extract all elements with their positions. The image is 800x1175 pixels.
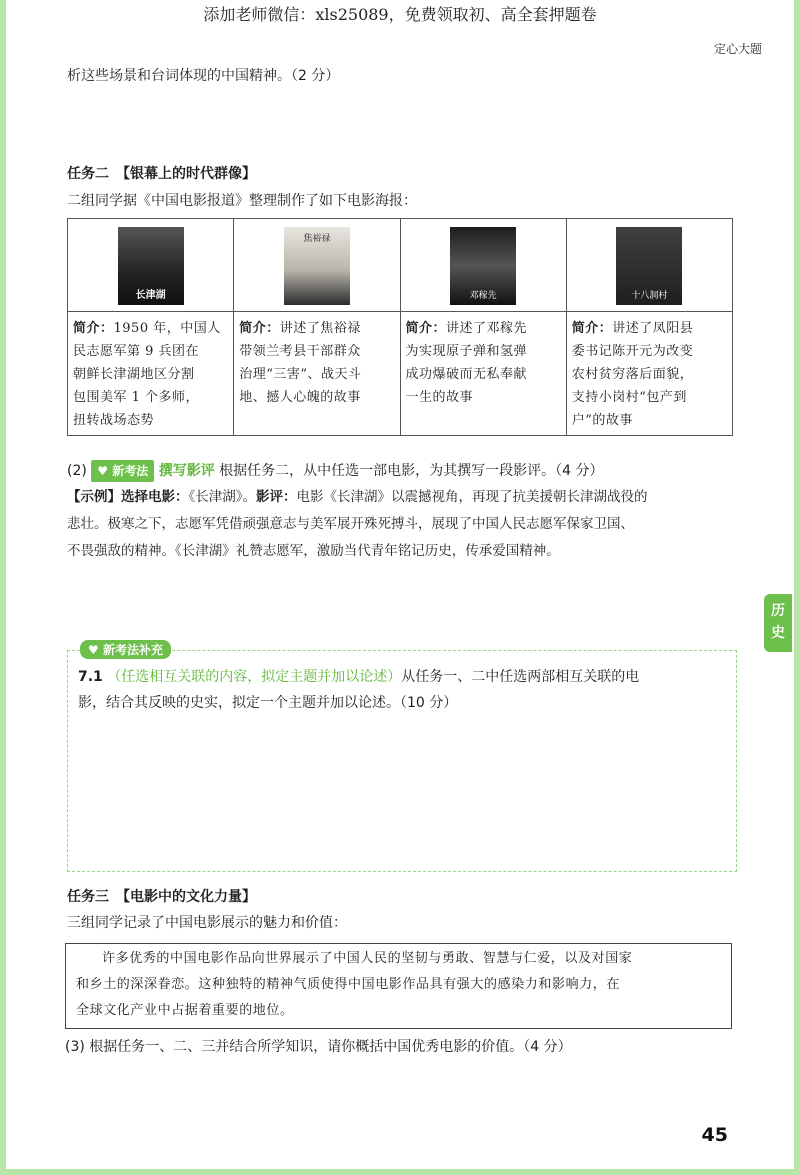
intro-line: 一生的故事 <box>405 390 474 405</box>
intro-line: 农村贫穷落后面貌， <box>571 367 694 382</box>
intro-line: 讲述了邓稼先 <box>446 321 528 336</box>
question-text: 根据任务二，从中任选一部电影，为其撰写一段影评。（4 分） <box>219 463 604 479</box>
supplement-text-1: 从任务一、二中任选两部相互关联的电 <box>401 669 640 685</box>
task2-title: 任务二 【银幕上的时代群像】 <box>67 166 256 182</box>
quote-box <box>65 943 732 1029</box>
poster-intro-1 <box>68 312 234 436</box>
supplement-badge-label: 新考法补充 <box>102 643 163 657</box>
page-number: 45 <box>701 1124 728 1146</box>
intro-line: 地、撼人心魄的故事 <box>239 390 361 405</box>
example-line-3: 不畏强敌的精神。《长津湖》礼赞志愿军，激励当代青年铭记历史，传承爱国精神。 <box>67 543 560 559</box>
intro-line: 包围美军 1 个多师， <box>73 390 200 405</box>
intro-line: 治理“三害”、战天斗 <box>239 367 362 382</box>
intro-label: 简介： <box>405 321 447 336</box>
intro-label: 简介： <box>239 321 280 336</box>
example-line-2: 悲壮。极寒之下，志愿军凭借顽强意志与美军展开殊死搏斗，展现了中国人民志愿军保家卫国、 <box>67 516 634 532</box>
intro-line: 1950 年，中国人 <box>113 321 221 336</box>
poster-cell-2 <box>234 219 400 312</box>
poster-title: 十八洞村 <box>631 291 668 301</box>
task3-title: 任务三 【电影中的文化力量】 <box>67 889 256 905</box>
example-review-start: 电影《长津湖》以震撼视角，再现了抗美援朝长津湖战役的 <box>296 489 648 505</box>
poster-cell-4 <box>566 219 732 312</box>
quote-line: 许多优秀的中国电影作品向世界展示了中国人民的坚韧与勇敢、智慧与仁爱，以及对国家 <box>102 951 633 966</box>
poster-cell-3 <box>400 219 566 312</box>
question-number: (2) <box>67 463 87 479</box>
intro-line: 委书记陈开元为改变 <box>571 344 694 359</box>
poster-cell-1 <box>68 219 234 312</box>
poster-table <box>67 218 733 436</box>
example-movie: 《长津湖》。 <box>188 489 256 505</box>
quote-line: 和乡土的深深眷恋。这种独特的精神气质使得中国电影作品具有强大的感染力和影响力，在 <box>76 977 621 992</box>
poster-shibadongcun <box>616 227 682 305</box>
watermark-text: 添加老师微信：xls25089，免费领取初、高全套押题卷 <box>203 5 597 24</box>
intro-line: 带领兰考县干部群众 <box>239 344 361 359</box>
poster-title: 长津湖 <box>135 290 166 301</box>
poster-jiaoyulu <box>284 227 350 305</box>
side-tab-char: 史 <box>771 625 785 641</box>
poster-title: 邓稼先 <box>469 291 497 301</box>
intro-line: 为实现原子弹和氢弹 <box>405 344 528 359</box>
intro-line: 民志愿军第 9 兵团在 <box>73 344 200 359</box>
new-method-badge: ♥ 新考法 <box>91 460 154 482</box>
question-2 <box>67 460 604 482</box>
method-label: 撰写影评 <box>158 463 215 479</box>
intro-line: 成功爆破而无私奉献 <box>405 367 528 382</box>
question-3: (3) 根据任务一、二、三并结合所学知识，请你概括中国优秀电影的价值。（4 分） <box>65 1039 572 1055</box>
intro-line: 支持小岗村“包产到 <box>571 390 687 405</box>
intro-label: 简介： <box>73 321 114 336</box>
section-tag: 定心大题 <box>713 42 762 56</box>
example-label: 【示例】选择电影： <box>67 489 189 505</box>
supplement-question-line-1 <box>78 667 639 687</box>
supplement-question-line-2: 影，结合其反映的史实，拟定一个主题并加以论述。（10 分） <box>78 695 458 711</box>
poster-intro-2 <box>234 312 400 436</box>
task2-intro: 二组同学据《中国电影报道》整理制作了如下电影海报： <box>67 193 417 209</box>
poster-dengjiaxian <box>450 227 516 305</box>
intro-label: 简介： <box>571 321 613 336</box>
poster-intro-4 <box>566 312 732 436</box>
intro-line: 讲述了焦裕禄 <box>279 321 361 336</box>
intro-line: 扭转战场态势 <box>73 413 155 428</box>
side-tab-char: 历 <box>771 603 785 619</box>
supplement-badge: ♥ 新考法补充 <box>80 640 171 659</box>
intro-line: 户”的故事 <box>571 413 633 428</box>
intro-line: 朝鲜长津湖地区分割 <box>73 367 195 382</box>
task3-intro: 三组同学记录了中国电影展示的魅力和价值： <box>67 915 347 931</box>
poster-changjinhu <box>118 227 184 305</box>
new-method-badge-label: 新考法 <box>112 464 149 478</box>
subject-side-tab <box>764 594 792 652</box>
quote-line: 全球文化产业中占据着重要的地位。 <box>76 1003 294 1018</box>
example-line-1 <box>67 487 648 507</box>
poster-intro-3 <box>400 312 566 436</box>
supplement-tag: （任选相互关联的内容，拟定主题并加以论述） <box>107 669 402 685</box>
question-continuation: 析这些场景和台词体现的中国精神。（2 分） <box>67 68 340 84</box>
supplement-number: 7.1 <box>78 669 103 685</box>
review-label: 影评： <box>256 489 297 505</box>
intro-line: 讲述了凤阳县 <box>612 321 694 336</box>
poster-title: 焦裕禄 <box>303 234 331 244</box>
